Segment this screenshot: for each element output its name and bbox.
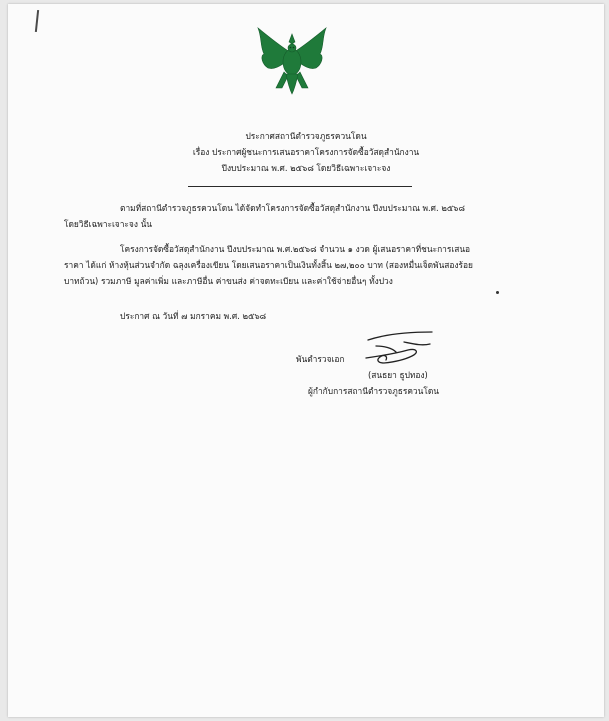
handwritten-signature	[358, 330, 436, 368]
announce-date: ประกาศ ณ วันที่ ๗ มกราคม พ.ศ. ๒๕๖๘	[120, 311, 267, 321]
signatory-rank: พันตำรวจเอก	[296, 354, 345, 364]
paragraph-2-line-3: บาทถ้วน) รวมภาษี มูลค่าเพิ่ม และภาษีอื่น ค่าขนส่ง ค่าจดทะเบียน และค่าใช้จ่ายอื่นๆ ทั้งปวง	[64, 276, 393, 286]
paragraph-1-line-2: โดยวิธีเฉพาะเจาะจง นั้น	[64, 219, 153, 229]
signatory-name: (สนธยา ธูปทอง)	[368, 370, 428, 380]
header-divider	[188, 186, 412, 187]
org-title: ประกาศสถานีตำรวจภูธรควนโดน	[245, 131, 367, 141]
paragraph-2-line-2: ราคา ได้แก่ ห้างหุ้นส่วนจำกัด ฉลุงเครื่องเขียน โดยเสนอราคาเป็นเงินทั้งสิ้น ๒๗,๒๐๐ บาท (สองหมื่นเจ็ดพันสองร้อย	[64, 260, 473, 270]
garuda-emblem-icon	[250, 22, 334, 98]
document-page	[8, 4, 604, 717]
paragraph-1-line-1: ตามที่สถานีตำรวจภูธรควนโดน ได้จัดทำโครงการจัดซื้อวัสดุสำนักงาน ปีงบประมาณ พ.ศ. ๒๕๖๘	[120, 203, 465, 213]
subject-line: เรื่อง ประกาศผู้ชนะการเสนอราคาโครงการจัดซื้อวัสดุสำนักงาน	[192, 147, 420, 157]
paragraph-2-line-1: โครงการจัดซื้อวัสดุสำนักงาน ปีงบประมาณ พ.ศ.๒๕๖๘ จำนวน ๑ งวด ผู้เสนอราคาที่ชนะการเสนอ	[120, 244, 471, 254]
scan-mark	[35, 10, 39, 32]
budget-method-line: ปีงบประมาณ พ.ศ. ๒๕๖๘ โดยวิธีเฉพาะเจาะจง	[221, 163, 391, 173]
ink-speck	[496, 291, 499, 294]
signatory-position: ผู้กำกับการสถานีตำรวจภูธรควนโดน	[308, 386, 440, 396]
